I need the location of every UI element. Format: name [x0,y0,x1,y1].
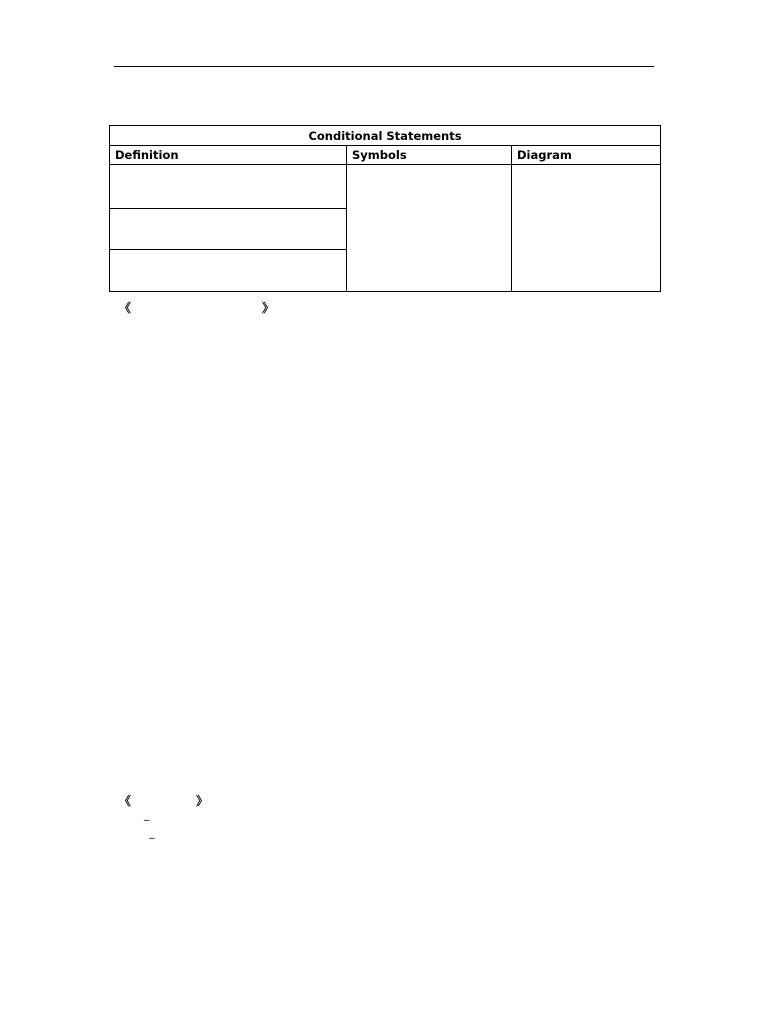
header-rule [114,66,654,67]
header-definition: Definition [110,146,347,165]
open-bracket-2: 《 [119,794,132,808]
dash-mark-1: _ [144,808,150,821]
close-bracket-1: 》 [262,301,275,315]
definition-cell-2 [110,209,347,250]
dash-mark-2: _ [149,826,155,839]
header-diagram: Diagram [512,146,661,165]
definition-cell-3 [110,250,347,292]
symbols-cell [347,165,512,292]
table-title: Conditional Statements [110,126,661,146]
open-bracket-1: 《 [119,301,132,315]
diagram-cell [512,165,661,292]
close-bracket-2: 》 [196,794,209,808]
conditional-statements-table [109,125,661,292]
definition-cell-1 [110,165,347,209]
header-symbols: Symbols [347,146,512,165]
